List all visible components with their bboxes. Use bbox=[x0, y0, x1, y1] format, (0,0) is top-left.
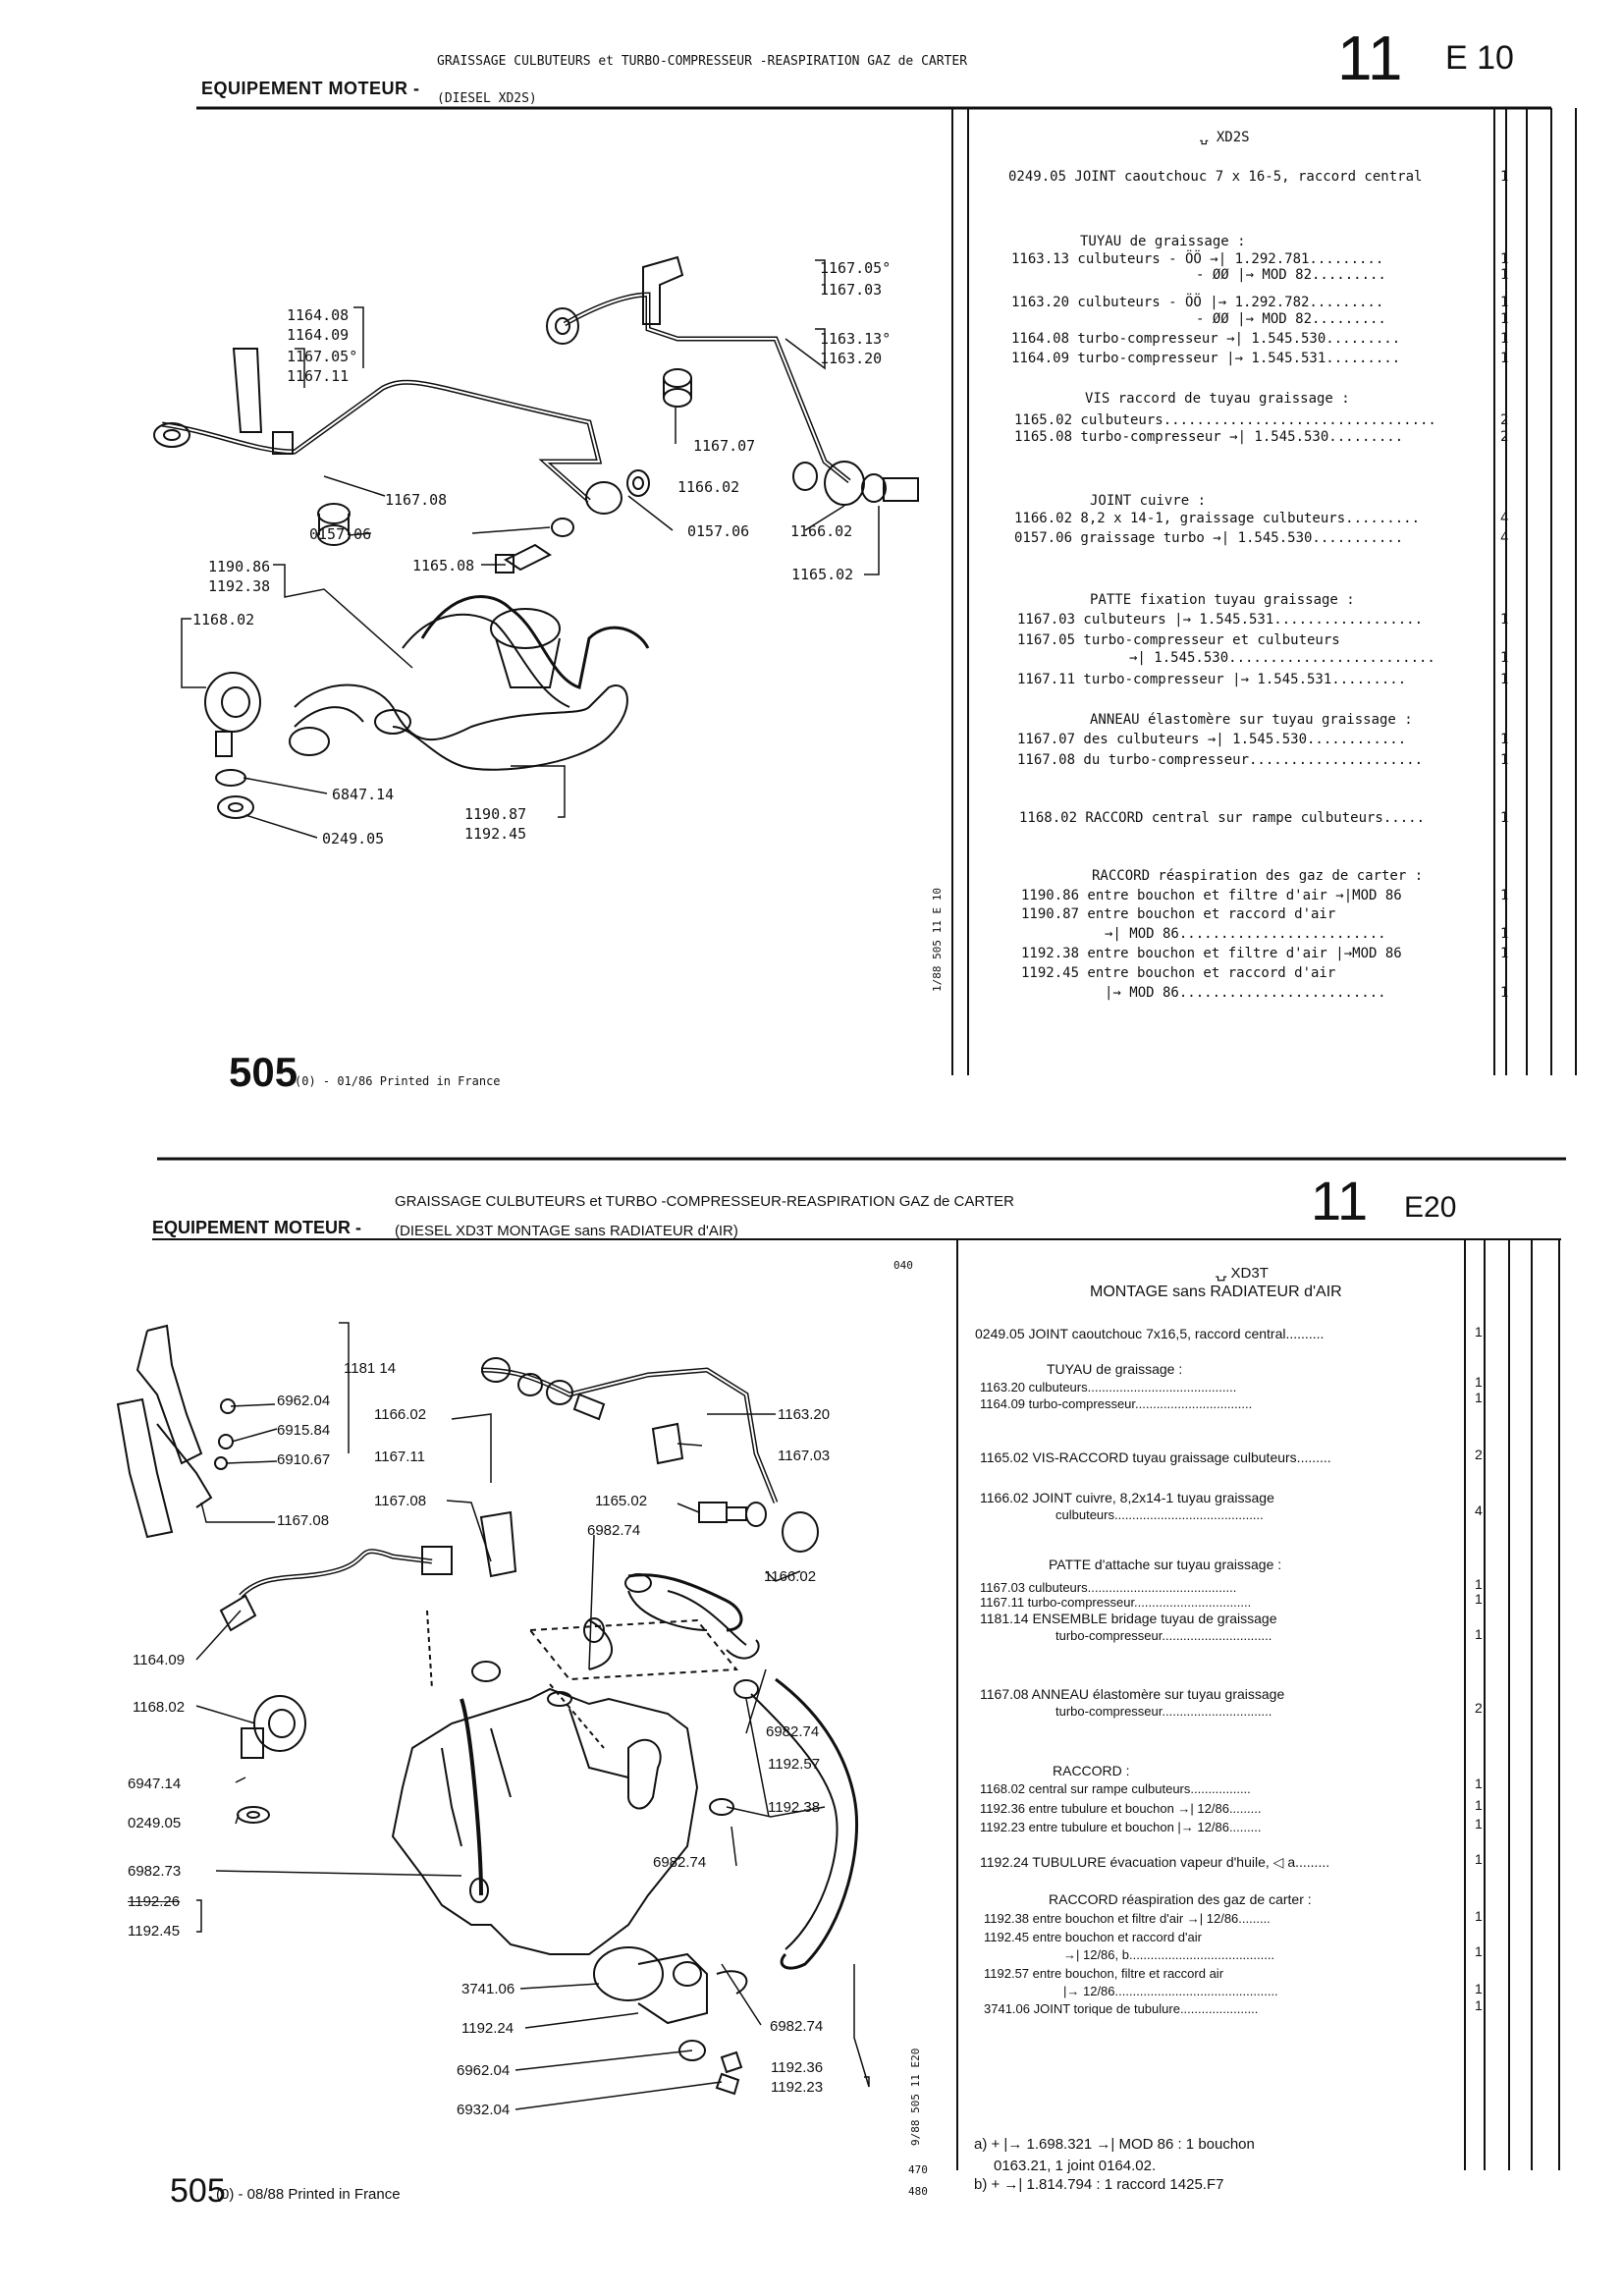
bottom-header-line1: GRAISSAGE CULBUTEURS et TURBO -COMPRESSEUR-REASPIRATION GAZ de CARTER bbox=[395, 1193, 1014, 1210]
label-1167-05-left: 1167.05° bbox=[287, 348, 358, 365]
label-1181-14: 1181 14 bbox=[344, 1360, 397, 1377]
top-footer-model: 505 bbox=[229, 1049, 298, 1095]
engine-icon: ⍽ bbox=[1200, 130, 1217, 145]
label-1192-38: 1192.38 bbox=[208, 577, 271, 595]
bottom-section-number: 11 bbox=[1311, 1170, 1369, 1231]
top-row-8: VIS raccord de tuyau graissage : bbox=[1085, 391, 1350, 407]
bottom-row-12: 1167.08 ANNEAU élastomère sur tuyau graissage bbox=[980, 1686, 1285, 1702]
label-6982-74-mid: 6982.74 bbox=[766, 1723, 820, 1740]
top-qty-26: 1 bbox=[1500, 926, 1509, 942]
label-1165-08: 1165.08 bbox=[412, 557, 475, 574]
bottom-qty-2: 1 bbox=[1475, 1374, 1483, 1390]
top-qty-22: 1 bbox=[1500, 810, 1509, 826]
bottom-engine-text: XD3T bbox=[1230, 1265, 1269, 1282]
bottom-row-6: culbuteurs.......................................... bbox=[1055, 1507, 1264, 1522]
bottom-row-1: TUYAU de graissage : bbox=[1047, 1361, 1183, 1377]
label-1192-57: 1192.57 bbox=[768, 1756, 821, 1773]
bottom-page-mark: 040 bbox=[893, 1259, 913, 1272]
top-qty-29: 1 bbox=[1500, 985, 1509, 1001]
bottom-row-17: 1192.23 entre tubulure et bouchon |→ 12/86......... bbox=[980, 1820, 1262, 1834]
bottom-qty-18: 1 bbox=[1475, 1851, 1483, 1867]
bottom-engine-sub: MONTAGE sans RADIATEUR d'AIR bbox=[1090, 1284, 1342, 1300]
top-qty-3: 1 bbox=[1500, 267, 1509, 283]
top-row-20: 1167.07 des culbuteurs →| 1.545.530............ bbox=[1017, 732, 1407, 747]
top-row-12: 1166.02 8,2 x 14-1, graissage culbuteurs......... bbox=[1014, 511, 1421, 526]
bottom-row-15: 1168.02 central sur rampe culbuteurs................. bbox=[980, 1781, 1251, 1796]
label-6932-04: 6932.04 bbox=[457, 2102, 511, 2118]
label-1192-26: 1192.26 bbox=[128, 1893, 181, 1910]
top-row-25: 1190.87 entre bouchon et raccord d'air bbox=[1021, 906, 1336, 922]
top-row-21: 1167.08 du turbo-compresseur..................... bbox=[1017, 752, 1424, 768]
bottom-row-7: PATTE d'attache sur tuyau graissage : bbox=[1049, 1557, 1282, 1572]
label-6910-67: 6910.67 bbox=[277, 1451, 331, 1468]
bottom-footer-text: (0) - 08/88 Printed in France bbox=[216, 2186, 401, 2203]
bottom-row-13: turbo-compresseur............................... bbox=[1055, 1704, 1272, 1719]
bottom-row-18: 1192.24 TUBULURE évacuation vapeur d'huile, ◁ a......... bbox=[980, 1854, 1330, 1870]
top-qty-15: 1 bbox=[1500, 612, 1509, 628]
bottom-header-main: EQUIPEMENT MOTEUR - bbox=[152, 1218, 362, 1237]
top-row-29: |→ MOD 86......................... bbox=[1105, 985, 1386, 1001]
top-qty-24: 1 bbox=[1500, 888, 1509, 903]
bottom-qty-0: 1 bbox=[1475, 1324, 1483, 1339]
top-row-26: →| MOD 86......................... bbox=[1105, 926, 1386, 942]
label-1164-09: 1164.09 bbox=[133, 1652, 186, 1668]
bottom-row-23: 1192.57 entre bouchon, filtre et raccord air bbox=[984, 1966, 1224, 1981]
bottom-row-24: |→ 12/86.............................................. bbox=[1063, 1984, 1278, 1998]
bottom-qty-25: 1 bbox=[1475, 1997, 1483, 2013]
top-row-19: ANNEAU élastomère sur tuyau graissage : bbox=[1090, 712, 1413, 728]
label-6847-14: 6847.14 bbox=[332, 786, 395, 803]
label-1192-45: 1192.45 bbox=[128, 1923, 181, 1940]
top-row-10: 1165.08 turbo-compresseur →| 1.545.530......... bbox=[1014, 429, 1404, 445]
top-row-7: 1164.09 turbo-compresseur |→ 1.545.531......... bbox=[1011, 351, 1401, 366]
label-6982-74-lower: 6982.74 bbox=[653, 1854, 707, 1871]
label-1192-23: 1192.23 bbox=[771, 2079, 824, 2096]
label-1167-11: 1167.11 bbox=[374, 1449, 425, 1465]
label-1192-36: 1192.36 bbox=[771, 2059, 824, 2076]
bottom-qty-16: 1 bbox=[1475, 1797, 1483, 1813]
label-1168-02: 1168.02 bbox=[192, 611, 255, 629]
top-row-23: RACCORD réaspiration des gaz de carter : bbox=[1092, 868, 1424, 884]
top-qty-27: 1 bbox=[1500, 946, 1509, 961]
top-qty-13: 4 bbox=[1500, 530, 1509, 546]
top-row-16: 1167.05 turbo-compresseur et culbuteurs bbox=[1017, 632, 1340, 648]
top-row-5: - ØØ |→ MOD 82......... bbox=[1196, 311, 1386, 327]
top-qty-2: 1 bbox=[1500, 251, 1509, 267]
top-qty-4: 1 bbox=[1500, 295, 1509, 310]
bottom-row-20: 1192.38 entre bouchon et filtre d'air →| 12/86......... bbox=[984, 1911, 1271, 1926]
top-qty-5: 1 bbox=[1500, 311, 1509, 327]
top-row-0: 0249.05 JOINT caoutchouc 7 x 16-5, raccord central bbox=[1008, 169, 1423, 185]
label-1167-08: 1167.08 bbox=[385, 491, 448, 509]
top-row-1: TUYAU de graissage : bbox=[1080, 234, 1246, 249]
bottom-qty-9: 1 bbox=[1475, 1591, 1483, 1607]
top-engine-text: XD2S bbox=[1216, 130, 1250, 145]
label-1165-02: 1165.02 bbox=[595, 1493, 648, 1509]
bottom-row-11: turbo-compresseur............................... bbox=[1055, 1628, 1272, 1643]
bottom-row-22: →| 12/86, b......................................... bbox=[1063, 1947, 1275, 1962]
bottom-note-a1: a) + |→ 1.698.321 →| MOD 86 : 1 bouchon bbox=[974, 2136, 1255, 2153]
bottom-qty-24: 1 bbox=[1475, 1981, 1483, 1996]
label-6982-73: 6982.73 bbox=[128, 1863, 182, 1880]
top-row-4: 1163.20 culbuteurs - ÖÖ |→ 1.292.782......... bbox=[1011, 295, 1384, 310]
bottom-qty-3: 1 bbox=[1475, 1390, 1483, 1405]
label-1167-03: 1167.03 bbox=[820, 281, 883, 299]
label-0157-06-left: 0157.06 bbox=[309, 525, 372, 543]
label-6962-04-bottom: 6962.04 bbox=[457, 2062, 511, 2079]
bottom-row-25: 3741.06 JOINT torique de tubulure...................... bbox=[984, 2001, 1259, 2016]
top-row-18: 1167.11 turbo-compresseur |→ 1.545.531......... bbox=[1017, 672, 1407, 687]
label-6962-04-top: 6962.04 bbox=[277, 1393, 331, 1409]
label-1168-02: 1168.02 bbox=[133, 1699, 186, 1716]
label-1163-20: 1163.20 bbox=[820, 350, 883, 367]
top-qty-10: 2 bbox=[1500, 429, 1509, 445]
bottom-footer-model: 505 bbox=[170, 2172, 226, 2210]
bottom-row-5: 1166.02 JOINT cuivre, 8,2x14-1 tuyau graissage bbox=[980, 1490, 1274, 1505]
top-row-15: 1167.03 culbuteurs |→ 1.545.531.................. bbox=[1017, 612, 1424, 628]
label-1167-08-mid: 1167.08 bbox=[374, 1493, 427, 1509]
top-qty-6: 1 bbox=[1500, 331, 1509, 347]
top-row-2: 1163.13 culbuteurs - ÖÖ →| 1.292.781......... bbox=[1011, 251, 1384, 267]
top-qty-9: 2 bbox=[1500, 412, 1509, 428]
bottom-qty-11: 1 bbox=[1475, 1626, 1483, 1642]
label-1167-08-left: 1167.08 bbox=[277, 1512, 330, 1529]
top-row-28: 1192.45 entre bouchon et raccord d'air bbox=[1021, 965, 1336, 981]
top-header-line1: GRAISSAGE CULBUTEURS et TURBO-COMPRESSEUR -REASPIRATION GAZ de CARTER bbox=[437, 54, 968, 69]
top-header-line2: (DIESEL XD2S) bbox=[437, 91, 537, 106]
label-6982-74-top: 6982.74 bbox=[587, 1522, 641, 1539]
bottom-row-21: 1192.45 entre bouchon et raccord d'air bbox=[984, 1930, 1202, 1944]
top-row-6: 1164.08 turbo-compresseur →| 1.545.530......... bbox=[1011, 331, 1401, 347]
label-1190-87: 1190.87 bbox=[464, 805, 527, 823]
label-1167-05-right: 1167.05° bbox=[820, 259, 892, 277]
bottom-section-code: E20 bbox=[1404, 1191, 1457, 1224]
top-row-9: 1165.02 culbuteurs................................. bbox=[1014, 412, 1436, 428]
bottom-qty-15: 1 bbox=[1475, 1776, 1483, 1791]
top-qty-7: 1 bbox=[1500, 351, 1509, 366]
label-1166-02-left: 1166.02 bbox=[677, 478, 740, 496]
top-row-17: →| 1.545.530......................... bbox=[1129, 650, 1435, 666]
label-0157-06-right: 0157.06 bbox=[687, 522, 750, 540]
label-1163-13: 1163.13° bbox=[820, 330, 892, 348]
label-3741-06: 3741.06 bbox=[461, 1981, 515, 1997]
bottom-row-4: 1165.02 VIS-RACCORD tuyau graissage culbuteurs......... bbox=[980, 1449, 1331, 1465]
label-6915-84: 6915.84 bbox=[277, 1422, 331, 1439]
bottom-header-line2: (DIESEL XD3T MONTAGE sans RADIATEUR d'AIR) bbox=[395, 1223, 738, 1239]
label-1167-07: 1167.07 bbox=[693, 437, 756, 455]
label-1163-20: 1163.20 bbox=[778, 1406, 831, 1423]
top-header-main: EQUIPEMENT MOTEUR - bbox=[201, 79, 420, 98]
bottom-row-14: RACCORD : bbox=[1053, 1763, 1130, 1778]
top-qty-17: 1 bbox=[1500, 650, 1509, 666]
bottom-row-10: 1181.14 ENSEMBLE bridage tuyau de graissage bbox=[980, 1611, 1277, 1626]
top-row-22: 1168.02 RACCORD central sur rampe culbuteurs..... bbox=[1019, 810, 1426, 826]
bottom-row-3: 1164.09 turbo-compresseur................................. bbox=[980, 1396, 1253, 1411]
top-section-code: E 10 bbox=[1445, 39, 1514, 77]
top-row-11: JOINT cuivre : bbox=[1090, 493, 1207, 509]
label-1166-02-right: 1166.02 bbox=[790, 522, 853, 540]
bottom-side-480: 480 bbox=[908, 2185, 928, 2198]
label-1192-45: 1192.45 bbox=[464, 825, 527, 843]
label-1167-11: 1167.11 bbox=[287, 367, 350, 385]
top-qty-21: 1 bbox=[1500, 752, 1509, 768]
bottom-row-0: 0249.05 JOINT caoutchouc 7x16,5, raccord central.......... bbox=[975, 1326, 1325, 1341]
bottom-row-16: 1192.36 entre tubulure et bouchon →| 12/86......... bbox=[980, 1801, 1262, 1816]
top-row-24: 1190.86 entre bouchon et filtre d'air →|MOD 86 bbox=[1021, 888, 1402, 903]
label-1166-02-right: 1166.02 bbox=[764, 1568, 817, 1585]
top-row-14: PATTE fixation tuyau graissage : bbox=[1090, 592, 1355, 608]
top-row-13: 0157.06 graissage turbo →| 1.545.530........... bbox=[1014, 530, 1404, 546]
bottom-vertical-ref: 9/88 505 11 E20 bbox=[909, 2048, 922, 2146]
bottom-note-a2: 0163.21, 1 joint 0164.02. bbox=[994, 2158, 1157, 2174]
label-1190-86: 1190.86 bbox=[208, 558, 271, 575]
top-section-number: 11 bbox=[1337, 23, 1403, 93]
bottom-row-19: RACCORD réaspiration des gaz de carter : bbox=[1049, 1891, 1312, 1907]
bottom-qty-6: 4 bbox=[1475, 1503, 1483, 1518]
label-1166-02-top: 1166.02 bbox=[374, 1406, 427, 1423]
bottom-qty-13: 2 bbox=[1475, 1700, 1483, 1716]
bottom-qty-22: 1 bbox=[1475, 1943, 1483, 1959]
label-1165-02: 1165.02 bbox=[791, 566, 854, 583]
engine-icon: ⍽ bbox=[1216, 1265, 1231, 1282]
bottom-qty-8: 1 bbox=[1475, 1576, 1483, 1592]
bottom-row-2: 1163.20 culbuteurs.......................................... bbox=[980, 1380, 1237, 1394]
top-qty-20: 1 bbox=[1500, 732, 1509, 747]
label-1192-38: 1192.38 bbox=[768, 1799, 821, 1816]
bottom-qty-20: 1 bbox=[1475, 1908, 1483, 1924]
label-0249-05: 0249.05 bbox=[322, 830, 385, 847]
label-1167-03: 1167.03 bbox=[778, 1448, 831, 1464]
bottom-qty-17: 1 bbox=[1475, 1816, 1483, 1831]
bottom-row-8: 1167.03 culbuteurs.......................................... bbox=[980, 1580, 1237, 1595]
top-row-3: - ØØ |→ MOD 82......... bbox=[1196, 267, 1386, 283]
top-row-27: 1192.38 entre bouchon et filtre d'air |→MOD 86 bbox=[1021, 946, 1402, 961]
label-1164-09: 1164.09 bbox=[287, 326, 350, 344]
label-1192-24: 1192.24 bbox=[461, 2020, 514, 2037]
top-qty-18: 1 bbox=[1500, 672, 1509, 687]
top-qty-0: 1 bbox=[1500, 169, 1509, 185]
bottom-qty-4: 2 bbox=[1475, 1447, 1483, 1462]
top-footer-text: (0) - 01/86 Printed in France bbox=[295, 1074, 501, 1088]
label-6982-74-bottom: 6982.74 bbox=[770, 2018, 824, 2035]
bottom-row-9: 1167.11 turbo-compresseur................................. bbox=[980, 1595, 1252, 1610]
top-qty-12: 4 bbox=[1500, 511, 1509, 526]
label-6947-14: 6947.14 bbox=[128, 1776, 182, 1792]
label-1164-08: 1164.08 bbox=[287, 306, 350, 324]
bottom-note-b: b) + →| 1.814.794 : 1 raccord 1425.F7 bbox=[974, 2176, 1224, 2193]
label-0249-05: 0249.05 bbox=[128, 1815, 182, 1831]
bottom-side-470: 470 bbox=[908, 2163, 928, 2176]
top-vertical-ref: 1/88 505 11 E 10 bbox=[931, 888, 944, 992]
